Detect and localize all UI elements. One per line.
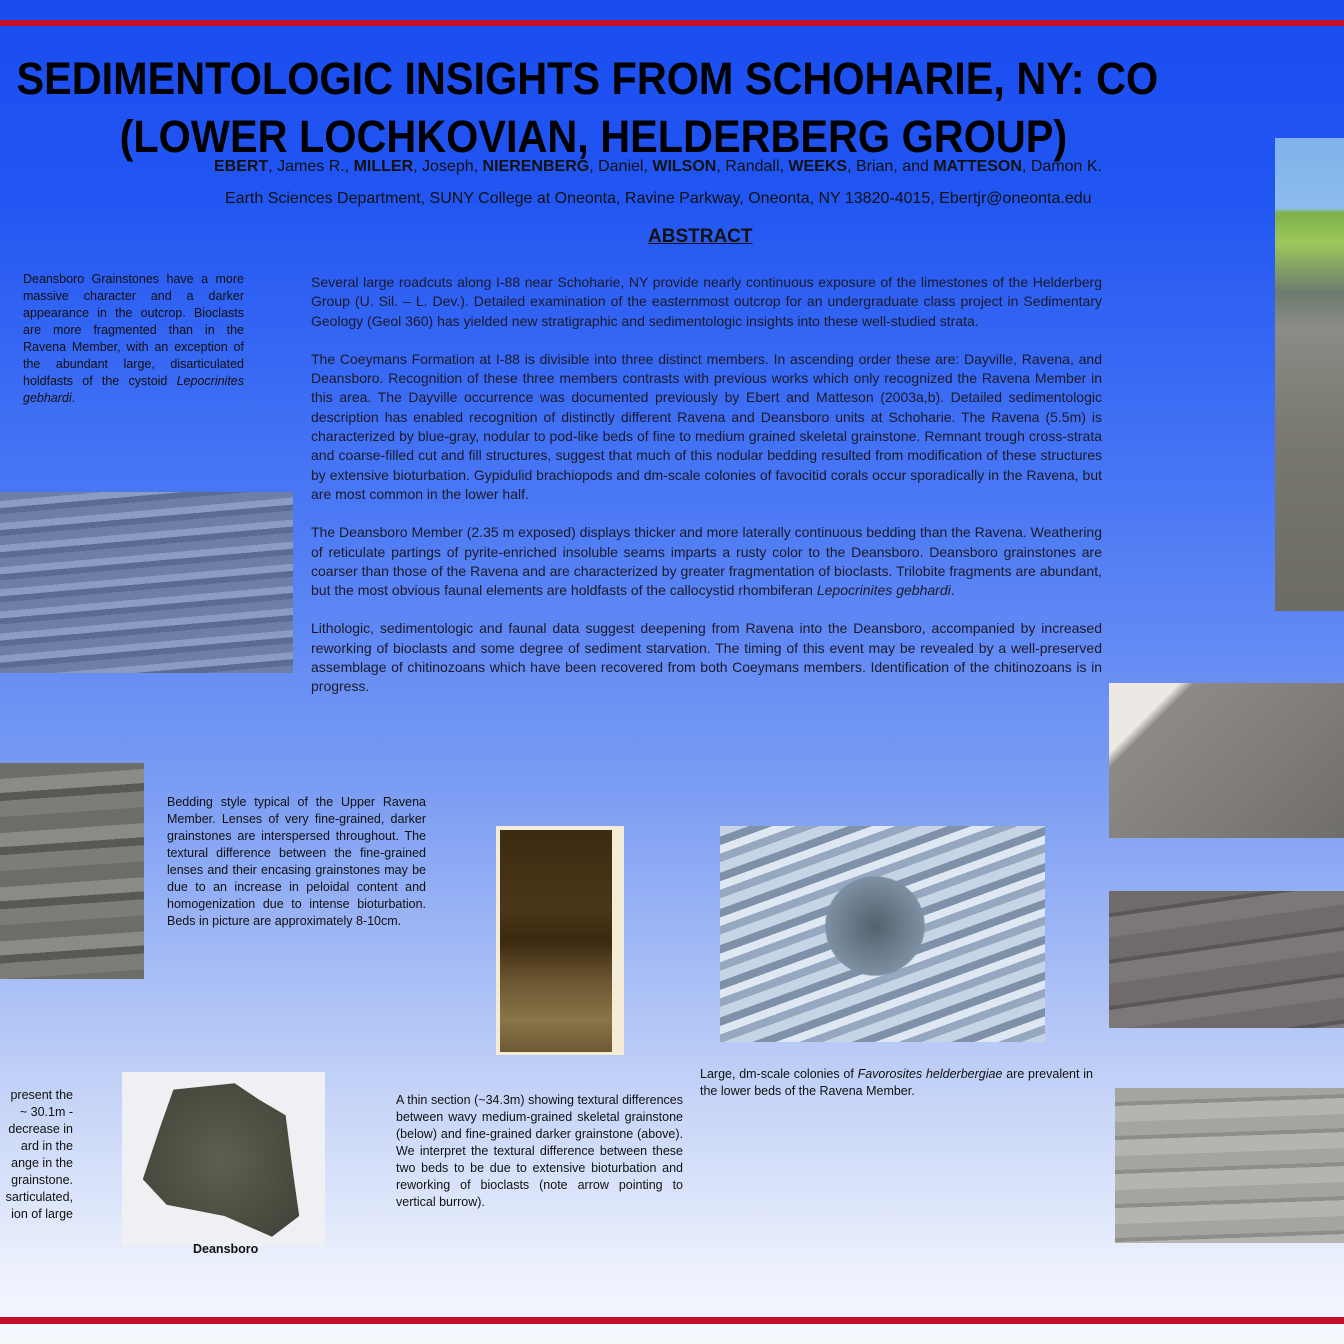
caption-line: sarticulated, xyxy=(5,1190,73,1204)
author-surname: WEEKS xyxy=(788,158,848,175)
photo-outcrop-roadcut xyxy=(1275,138,1344,611)
abstract-heading: ABSTRACT xyxy=(648,226,753,247)
title-line-2: (LOWER LOCHKOVIAN, HELDERBERG GROUP) xyxy=(119,111,1068,162)
caption-line: ~ 30.1m - xyxy=(19,1105,73,1119)
caption-line: ange in the xyxy=(11,1156,73,1170)
author-given: , Daniel, xyxy=(589,158,653,175)
caption-line: grainstone. xyxy=(11,1173,73,1187)
photo-deansboro-hand-sample xyxy=(122,1072,325,1246)
abstract-paragraph: Several large roadcuts along I-88 near Schoharie, NY provide nearly continuous exposure of the limestones of the Helderberg Group (U. Sil. – L. Dev.). Detailed examination of the easternmost outcrop for an undergraduate class project in Sedimentary Geology (Geol 360) has yielded new stratigraphic and sedimentologic insights into these well-studied strata. xyxy=(311,274,1102,329)
author-surname: EBERT xyxy=(214,158,269,175)
rock-sample xyxy=(136,1080,306,1240)
abstract-paragraph: The Coeymans Formation at I-88 is divisible into three distinct members. In ascending order these are: Dayville, Ravena, and Deansboro. Recognition of these three members contrasts with previous works which only recognized the Ravena Member in this area. The Dayville occurrence was documented previously by Ebert and Matteson (2003a,b). Detailed sedimentologic description has enabled recognition of distinctly different Ravena and Deansboro units at Schoharie. The Ravena (5.5m) is characterized by blue-gray, nodular to pod-like beds of fine to medium grained skeletal grainstone. Remnant trough cross-strata and coarse-filled cut and fill structures, suggest that much of this nodular bedding resulted from modification of these structures by extensive bioturbation. Gypidulid brachiopods and dm-scale colonies of favocitid corals occur sporadically in the Ravena, but are most common in the lower half. xyxy=(311,350,1102,502)
photo-thin-section xyxy=(496,826,624,1055)
abstract-body xyxy=(311,273,1102,716)
author-given: , Damon K. xyxy=(1021,158,1102,175)
caption-line: ard in the xyxy=(20,1139,73,1153)
abstract-paragraph xyxy=(311,523,1102,600)
caption-text: Large, dm-scale colonies of xyxy=(700,1067,858,1081)
photo-ravena-nodular-bedding xyxy=(0,492,293,673)
author-given: , Joseph, xyxy=(413,158,483,175)
photo-upper-ravena-bedding xyxy=(0,763,144,979)
caption-text: are prevalent in the lower beds of the Ravena Member. xyxy=(700,1067,1093,1098)
author-surname: NIERENBERG xyxy=(482,158,590,175)
caption-favosites xyxy=(700,1066,1093,1100)
bottom-red-rule xyxy=(0,1317,1344,1324)
caption-line: present the xyxy=(10,1088,73,1102)
caption-upper-ravena: Bedding style typical of the Upper Ravena Member. Lenses of very fine-grained, darker grainstones are interspersed throughout. The textural difference between the fine-grained lenses and their encasing grainstones may be due to an increase in peloidal content and homogenization due to intense bioturbation. Beds in picture are approximately 8-10cm. xyxy=(167,795,426,928)
caption-line: decrease in xyxy=(8,1122,73,1136)
title-line-1: SEDIMENTOLOGIC INSIGHTS FROM SCHOHARIE, NY: CO xyxy=(16,53,1159,104)
authors-line xyxy=(214,158,1102,176)
author-given: , Brian, and xyxy=(847,158,934,175)
species-name: Lepocrinites gebhardi xyxy=(816,582,951,599)
author-surname: MATTESON xyxy=(933,158,1022,175)
author-surname: MILLER xyxy=(353,158,414,175)
deansboro-label: Deansboro xyxy=(193,1242,259,1256)
caption-line: ion of large xyxy=(11,1207,73,1221)
abstract-paragraph: Lithologic, sedimentologic and faunal data suggest deepening from Ravena into the Deansboro, accompanied by increased reworking of bioclasts and some degree of sediment starvation. The timing of this event may be revealed by a well-preserved assemblage of chitinozoans which have been recovered from both Coeymans members. Identification of the chitinozoans is in progress. xyxy=(311,620,1102,695)
thin-section-slide xyxy=(500,830,612,1052)
species-name: Favorosites helderbergiae xyxy=(857,1067,1003,1081)
abstract-text: . xyxy=(950,582,955,599)
caption-text: . xyxy=(71,391,76,405)
caption-text: Deansboro Grainstones have a more massive character and a darker appearance in the outcrop. Bioclasts are more fragmented than in the Ravena Member, with an exception of the abundant large, disarticulated holdfasts of the cystoid xyxy=(23,272,244,388)
caption-deansboro-grainstones xyxy=(23,271,244,407)
photo-deansboro-outcrop-2 xyxy=(1109,891,1344,1028)
author-surname: WILSON xyxy=(652,158,717,175)
author-given: , Randall, xyxy=(716,158,789,175)
photo-favosites-colony xyxy=(720,826,1045,1042)
caption-lower-left-partial xyxy=(0,1087,73,1223)
photo-deansboro-outcrop-1 xyxy=(1109,683,1344,838)
top-red-rule xyxy=(0,20,1344,26)
caption-thin-section: A thin section (~34.3m) showing textural differences between wavy medium-grained skeletal grainstone (below) and fine-grained darker grainstone (above). We interpret the textural difference between these two beds to be due to extensive bioturbation and reworking of bioclasts (note arrow pointing to vertical burrow). xyxy=(396,1093,683,1209)
affiliation: Earth Sciences Department, SUNY College at Oneonta, Ravine Parkway, Oneonta, NY 13820-4015, Ebertjr@oneonta.edu xyxy=(225,190,1092,207)
photo-deansboro-outcrop-3 xyxy=(1115,1088,1344,1243)
abstract-text: The Deansboro Member (2.35 m exposed) displays thicker and more laterally continuous bedding than the Ravena. Weathering of reticulate partings of pyrite-enriched insoluble seams imparts a rusty color to the Deansboro. Deansboro grainstones are coarser than those of the Ravena and are characterized by greater fragmentation of bioclasts. Trilobite fragments are abundant, but the most obvious faunal elements are holdfasts of the callocystid rhombiferan xyxy=(311,524,1102,599)
species-name: Lepocrinites gebhardi xyxy=(23,374,244,405)
author-given: , James R., xyxy=(268,158,354,175)
